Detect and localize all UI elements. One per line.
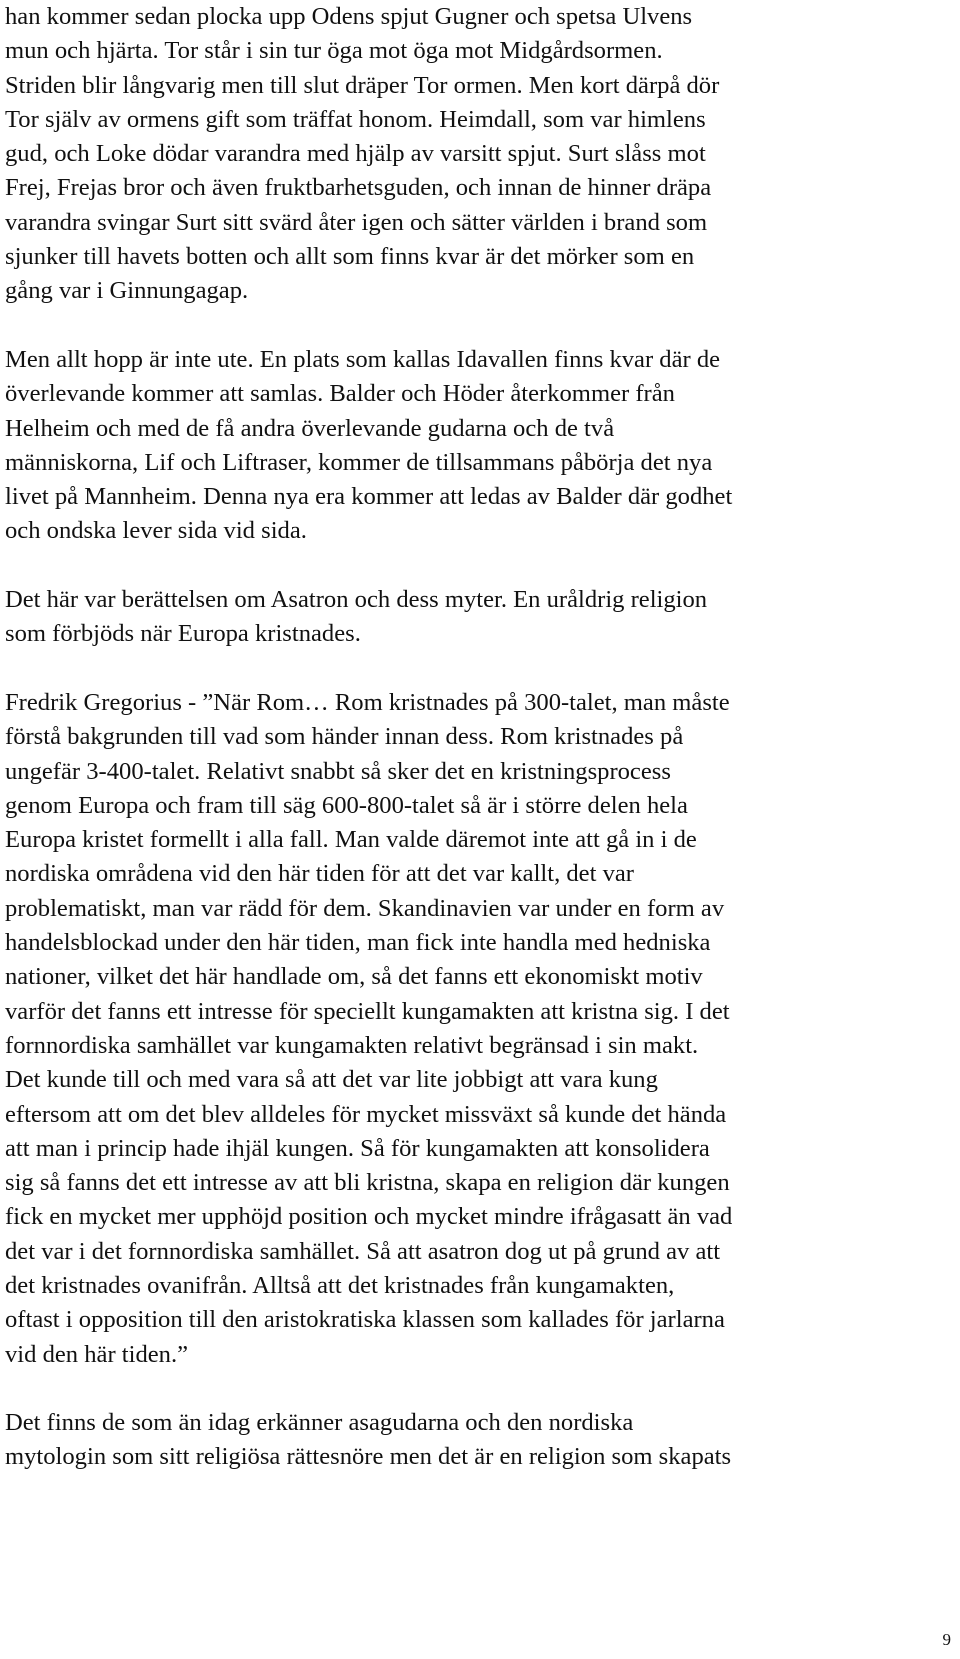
text-line: ungefär 3-400-talet. Relativt snabbt så sker det en kristningsprocess bbox=[5, 757, 671, 785]
text-line: Helheim och med de få andra överlevande gudarna och de två bbox=[5, 414, 615, 442]
text-line: livet på Mannheim. Denna nya era kommer att ledas av Balder där godhet bbox=[5, 483, 733, 511]
text-line: nordiska områdena vid den här tiden för att det var kallt, det var bbox=[5, 860, 634, 888]
text-line: genom Europa och fram till säg 600-800-talet så är i större delen hela bbox=[5, 791, 688, 819]
text-line: nationer, vilket det här handlade om, så det fanns ett ekonomiskt motiv bbox=[5, 963, 703, 991]
text-line: Det finns de som än idag erkänner asagudarna och den nordiska bbox=[5, 1409, 634, 1437]
text-line: överlevande kommer att samlas. Balder och Höder återkommer från bbox=[5, 380, 675, 408]
text-line: Frej, Frejas bror och även fruktbarhetsguden, och innan de hinner dräpa bbox=[5, 174, 712, 202]
text-line: handelsblockad under den här tiden, man fick inte handla med hedniska bbox=[5, 929, 711, 957]
text-line: varför det fanns ett intresse för speciellt kungamakten att kristna sig. I det bbox=[5, 997, 730, 1025]
text-line: Tor själv av ormens gift som träffat honom. Heimdall, som var himlens bbox=[5, 105, 706, 133]
text-line: det kristnades ovanifrån. Alltså att det kristnades från kungamakten, bbox=[5, 1271, 675, 1299]
paragraph bbox=[5, 686, 945, 1372]
text-line: oftast i opposition till den aristokratiska klassen som kallades för jarlarna bbox=[5, 1306, 725, 1334]
text-line: varandra svingar Surt sitt svärd åter igen och sätter världen i brand som bbox=[5, 208, 708, 236]
text-line: gång var i Ginnungagap. bbox=[5, 277, 249, 305]
text-line: sjunker till havets botten och allt som finns kvar är det mörker som en bbox=[5, 243, 695, 271]
paragraph bbox=[5, 1406, 945, 1475]
text-line: som förbjöds när Europa kristnades. bbox=[5, 620, 361, 648]
text-line: mun och hjärta. Tor står i sin tur öga mot öga mot Midgårdsormen. bbox=[5, 37, 663, 65]
text-line: det var i det fornnordiska samhället. Så att asatron dog ut på grund av att bbox=[5, 1237, 721, 1265]
text-line: förstå bakgrunden till vad som händer innan dess. Rom kristnades på bbox=[5, 723, 684, 751]
text-line: vid den här tiden.” bbox=[5, 1340, 189, 1368]
text-line: Fredrik Gregorius - ”När Rom… Rom kristnades på 300-talet, man måste bbox=[5, 688, 730, 716]
text-line: han kommer sedan plocka upp Odens spjut Gugner och spetsa Ulvens bbox=[5, 3, 693, 30]
text-line: gud, och Loke dödar varandra med hjälp av varsitt spjut. Surt slåss mot bbox=[5, 140, 706, 168]
text-line: sig så fanns det ett intresse av att bli kristna, skapa en religion där kungen bbox=[5, 1169, 730, 1197]
text-line: fick en mycket mer upphöjd position och mycket mindre ifrågasatt än vad bbox=[5, 1203, 733, 1231]
text-line: eftersom att om det blev alldeles för mycket missväxt så kunde det hända bbox=[5, 1100, 727, 1128]
paragraph bbox=[5, 583, 945, 652]
page-number: 9 bbox=[942, 1630, 951, 1649]
text-line: att man i princip hade ihjäl kungen. Så för kungamakten att konsolidera bbox=[5, 1134, 710, 1162]
body-text bbox=[5, 0, 945, 1509]
text-line: Det här var berättelsen om Asatron och dess myter. En uråldrig religion bbox=[5, 586, 708, 614]
text-line: fornnordiska samhället var kungamakten relativt begränsad i sin makt. bbox=[5, 1031, 699, 1059]
paragraph bbox=[5, 0, 945, 309]
text-line: Europa kristet formellt i alla fall. Man valde däremot inte att gå in i de bbox=[5, 826, 697, 854]
text-line: problematiskt, man var rädd för dem. Skandinavien var under en form av bbox=[5, 894, 725, 922]
text-line: Men allt hopp är inte ute. En plats som kallas Idavallen finns kvar där de bbox=[5, 345, 721, 373]
text-line: och ondska lever sida vid sida. bbox=[5, 517, 307, 545]
paragraph bbox=[5, 343, 945, 549]
text-line: Striden blir långvarig men till slut dräper Tor ormen. Men kort därpå dör bbox=[5, 71, 720, 99]
text-line: Det kunde till och med vara så att det var lite jobbigt att vara kung bbox=[5, 1066, 658, 1094]
text-line: mytologin som sitt religiösa rättesnöre men det är en religion som skapats bbox=[5, 1443, 732, 1471]
text-line: människorna, Lif och Liftraser, kommer de tillsammans påbörja det nya bbox=[5, 448, 713, 476]
